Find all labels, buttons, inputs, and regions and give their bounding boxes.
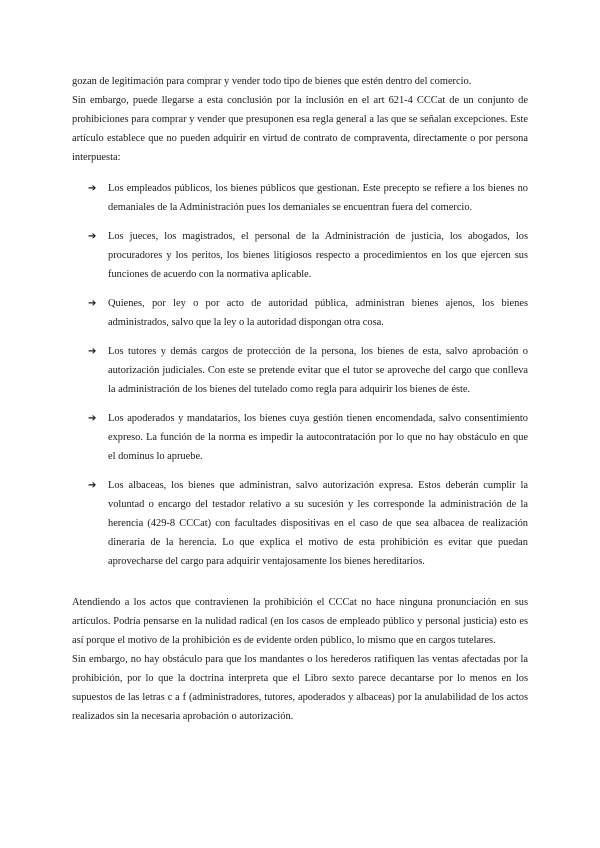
document-page (72, 72, 528, 726)
spacer (72, 581, 528, 593)
list-item-text: Los jueces, los magistrados, el personal de la Administración de justicia, los abogados, los procuradores y los peritos, los bienes litigiosos respecto a procedimientos en los que ejercen sus funciones de acuerdo con la normativa aplicable. (108, 231, 528, 280)
right-arrow-icon: ➔ (88, 413, 97, 424)
list-item (88, 476, 528, 571)
list-item-text: Los albaceas, los bienes que administran, salvo autorización expresa. Estos deberán cumplir la voluntad o encargo del testador relativo a su sucesión y les corresponde la administración de la herencia (429-8 CCCat) con facultades dispositivas en el caso de que sea albacea de realización dineraria de la herencia. Lo que explica el motivo de esta prohibición es evitar que puedan aprovecharse del cargo para adquirir ventajosamente los bienes hereditarios. (108, 480, 528, 567)
prohibitions-list (72, 179, 528, 571)
list-item (88, 227, 528, 284)
list-item-text: Los tutores y demás cargos de protección de la persona, los bienes de esta, salvo aprobación o autorización judiciales. Con este se pretende evitar que el tutor se aproveche del cargo que conlleva la administración de los bienes del tutelado como regla para adquirir los bienes de éste. (108, 346, 528, 395)
list-item (88, 409, 528, 466)
paragraph-2: Sin embargo, puede llegarse a esta conclusión por la inclusión en el art 621-4 CCCat de un conjunto de prohibiciones para comprar y vender que presuponen esa regla general a las que se señalan excepciones. Este artículo establece que no pueden adquirir en virtud de contrato de compraventa, directamente o por persona interpuesta: (72, 95, 528, 163)
list-item-text: Quienes, por ley o por acto de autoridad pública, administran bienes ajenos, los bienes administrados, salvo que la ley o la autoridad dispongan otra cosa. (108, 298, 528, 328)
list-item-text: Los empleados públicos, los bienes públicos que gestionan. Este precepto se refiere a los bienes no demaniales de la Administración pues los demaniales se encuentran fuera del comercio. (108, 183, 528, 213)
paragraph-3: Atendiendo a los actos que contravienen la prohibición el CCCat no hace ninguna pronunciación en sus artículos. Podría pensarse en la nulidad radical (en los casos de empleado público y personal justicia) esto es así porque el motivo de la prohibición es de evidente orden público, lo mismo que en cargos tutelares. (72, 597, 528, 646)
list-item (88, 342, 528, 399)
right-arrow-icon: ➔ (88, 480, 97, 491)
list-item-text: Los apoderados y mandatarios, los bienes cuya gestión tienen encomendada, salvo consentimiento expreso. La función de la norma es impedir la autocontratación por lo que no hay obstáculo en que el dominus lo apruebe. (108, 413, 528, 462)
paragraph-4: Sin embargo, no hay obstáculo para que los mandantes o los herederos ratifiquen las ventas afectadas por la prohibición, por lo que la doctrina interpreta que el Libro sexto parece decantarse por lo menos en los supuestos de las letras c a f (administradores, tutores, apoderados y albaceas) por la anulabilidad de los actos realizados sin la necesaria aprobación o autorización. (72, 654, 528, 722)
right-arrow-icon: ➔ (88, 346, 97, 357)
right-arrow-icon: ➔ (88, 298, 97, 309)
right-arrow-icon: ➔ (88, 231, 97, 242)
right-arrow-icon: ➔ (88, 183, 97, 194)
list-item (88, 294, 528, 332)
list-item (88, 179, 528, 217)
paragraph-1: gozan de legitimación para comprar y vender todo tipo de bienes que estén dentro del comercio. (72, 76, 472, 87)
